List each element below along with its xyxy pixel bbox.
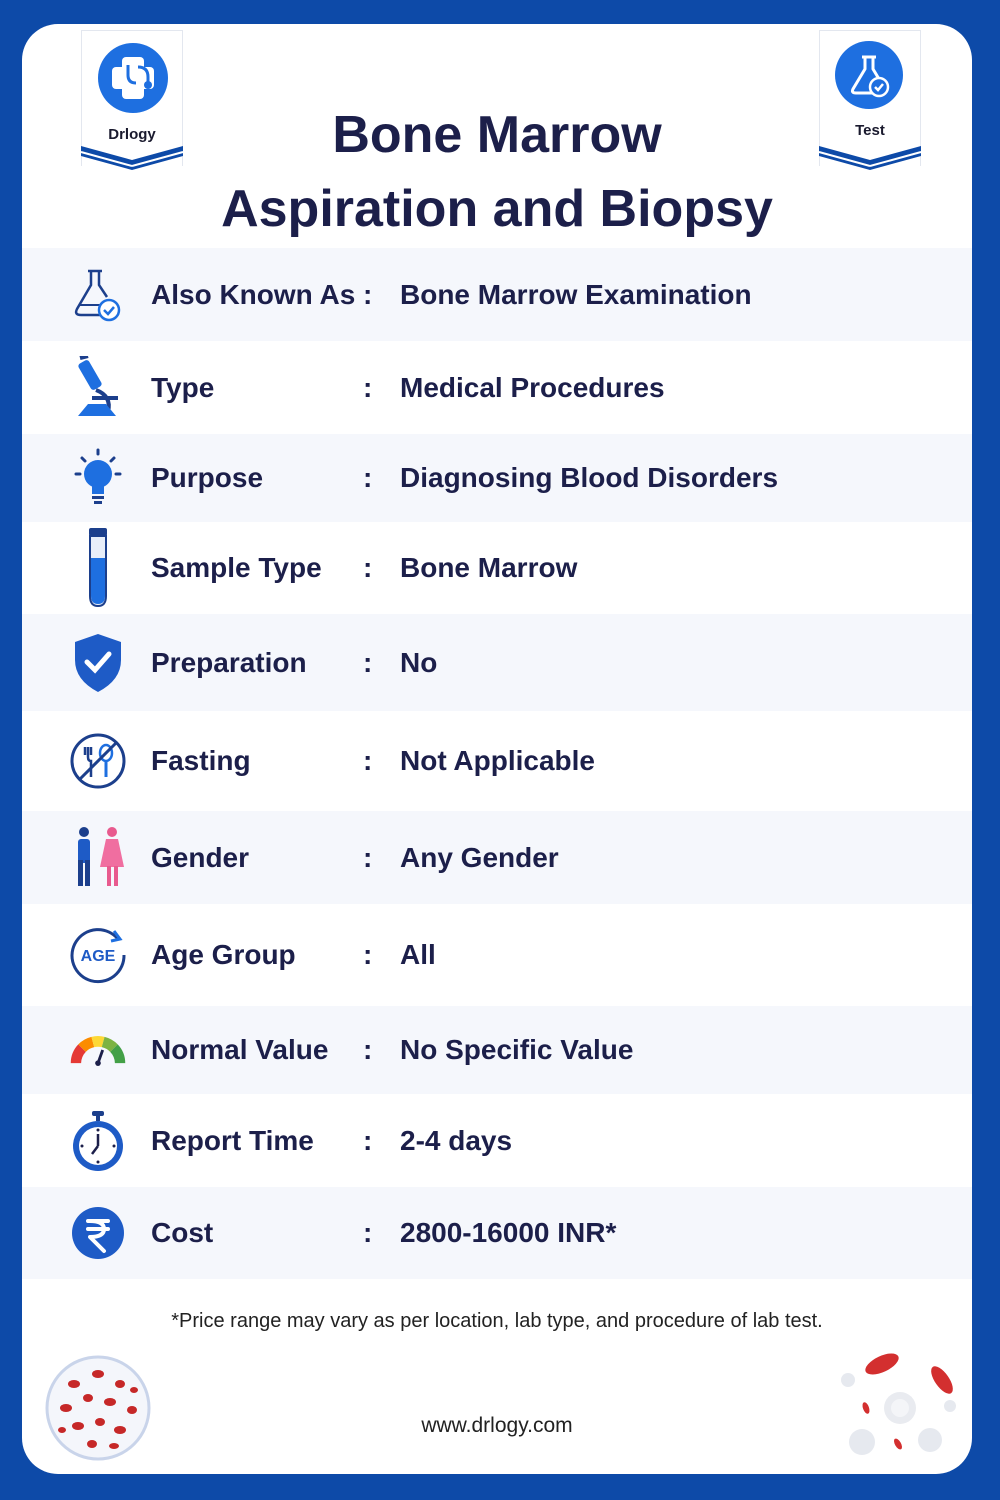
- separator: :: [363, 1217, 373, 1248]
- stopwatch-icon: [67, 1110, 129, 1172]
- lightbulb-icon: [67, 447, 129, 509]
- label-purpose: Purpose: [151, 462, 264, 493]
- svg-text:AGE: AGE: [80, 948, 116, 965]
- row-also-known-as: [22, 248, 972, 341]
- label-report-time: Report Time: [151, 1124, 314, 1156]
- row-sample-type: [22, 522, 972, 614]
- drlogy-badge-label: Drlogy: [108, 126, 156, 143]
- value-report-time: 2-4 days: [400, 1124, 513, 1156]
- separator: :: [363, 371, 373, 403]
- value-cost: 2800-16000 INR*: [400, 1217, 617, 1248]
- info-card: [22, 24, 972, 1474]
- no-fasting-icon: [67, 730, 129, 792]
- microscope-icon: [67, 357, 129, 419]
- label-preparation: Preparation: [151, 646, 307, 678]
- test-tube-icon: [67, 537, 129, 599]
- value-purpose: Diagnosing Blood Disorders: [400, 462, 779, 493]
- label-sample-type: Sample Type: [151, 552, 322, 583]
- label-age-group: Age Group: [151, 939, 296, 970]
- test-badge-label: Test: [855, 122, 885, 139]
- row-purpose: [22, 434, 972, 522]
- separator: :: [363, 462, 373, 493]
- title-line-2: Aspiration and Biopsy: [221, 180, 773, 238]
- title-line-1: Bone Marrow: [332, 106, 662, 164]
- row-fasting: [22, 711, 972, 811]
- row-age-group: [22, 904, 972, 1006]
- row-preparation: [22, 614, 972, 711]
- value-also-known-as: Bone Marrow Examination: [400, 278, 752, 310]
- age-icon: [67, 924, 129, 986]
- blood-cells-icon: [834, 1350, 964, 1465]
- page-title: [22, 98, 972, 246]
- value-preparation: No: [400, 646, 438, 678]
- row-type: [22, 341, 972, 434]
- label-cost: Cost: [151, 1217, 214, 1248]
- shield-check-icon: [67, 632, 129, 694]
- separator: :: [363, 1124, 373, 1156]
- gauge-icon: [67, 1019, 129, 1081]
- label-normal-value: Normal Value: [151, 1034, 329, 1065]
- website-url: www.drlogy.com: [421, 1414, 573, 1437]
- separator: :: [363, 646, 373, 678]
- value-gender: Any Gender: [400, 841, 559, 873]
- separator: :: [363, 841, 373, 873]
- value-normal-value: No Specific Value: [400, 1034, 634, 1065]
- rupee-icon: [67, 1202, 129, 1264]
- info-rows: [22, 248, 972, 1279]
- separator: :: [363, 552, 373, 583]
- row-report-time: [22, 1094, 972, 1187]
- flask-check-icon: [67, 264, 129, 326]
- value-fasting: Not Applicable: [400, 745, 595, 776]
- separator: :: [363, 939, 373, 970]
- blood-cells-dish-icon: [44, 1354, 152, 1467]
- row-normal-value: [22, 1006, 972, 1094]
- label-also-known-as: Also Known As: [151, 278, 356, 310]
- price-footnote: *Price range may vary as per location, lab type, and procedure of lab test.: [171, 1310, 823, 1332]
- gender-icon: [67, 827, 129, 889]
- value-age-group: All: [400, 939, 436, 970]
- separator: :: [363, 278, 373, 310]
- label-fasting: Fasting: [151, 745, 251, 776]
- value-sample-type: Bone Marrow: [400, 552, 578, 583]
- separator: :: [363, 745, 373, 776]
- label-type: Type: [151, 371, 215, 403]
- row-cost: [22, 1187, 972, 1279]
- label-gender: Gender: [151, 841, 250, 873]
- value-type: Medical Procedures: [400, 371, 665, 403]
- row-gender: [22, 811, 972, 904]
- separator: :: [363, 1034, 373, 1065]
